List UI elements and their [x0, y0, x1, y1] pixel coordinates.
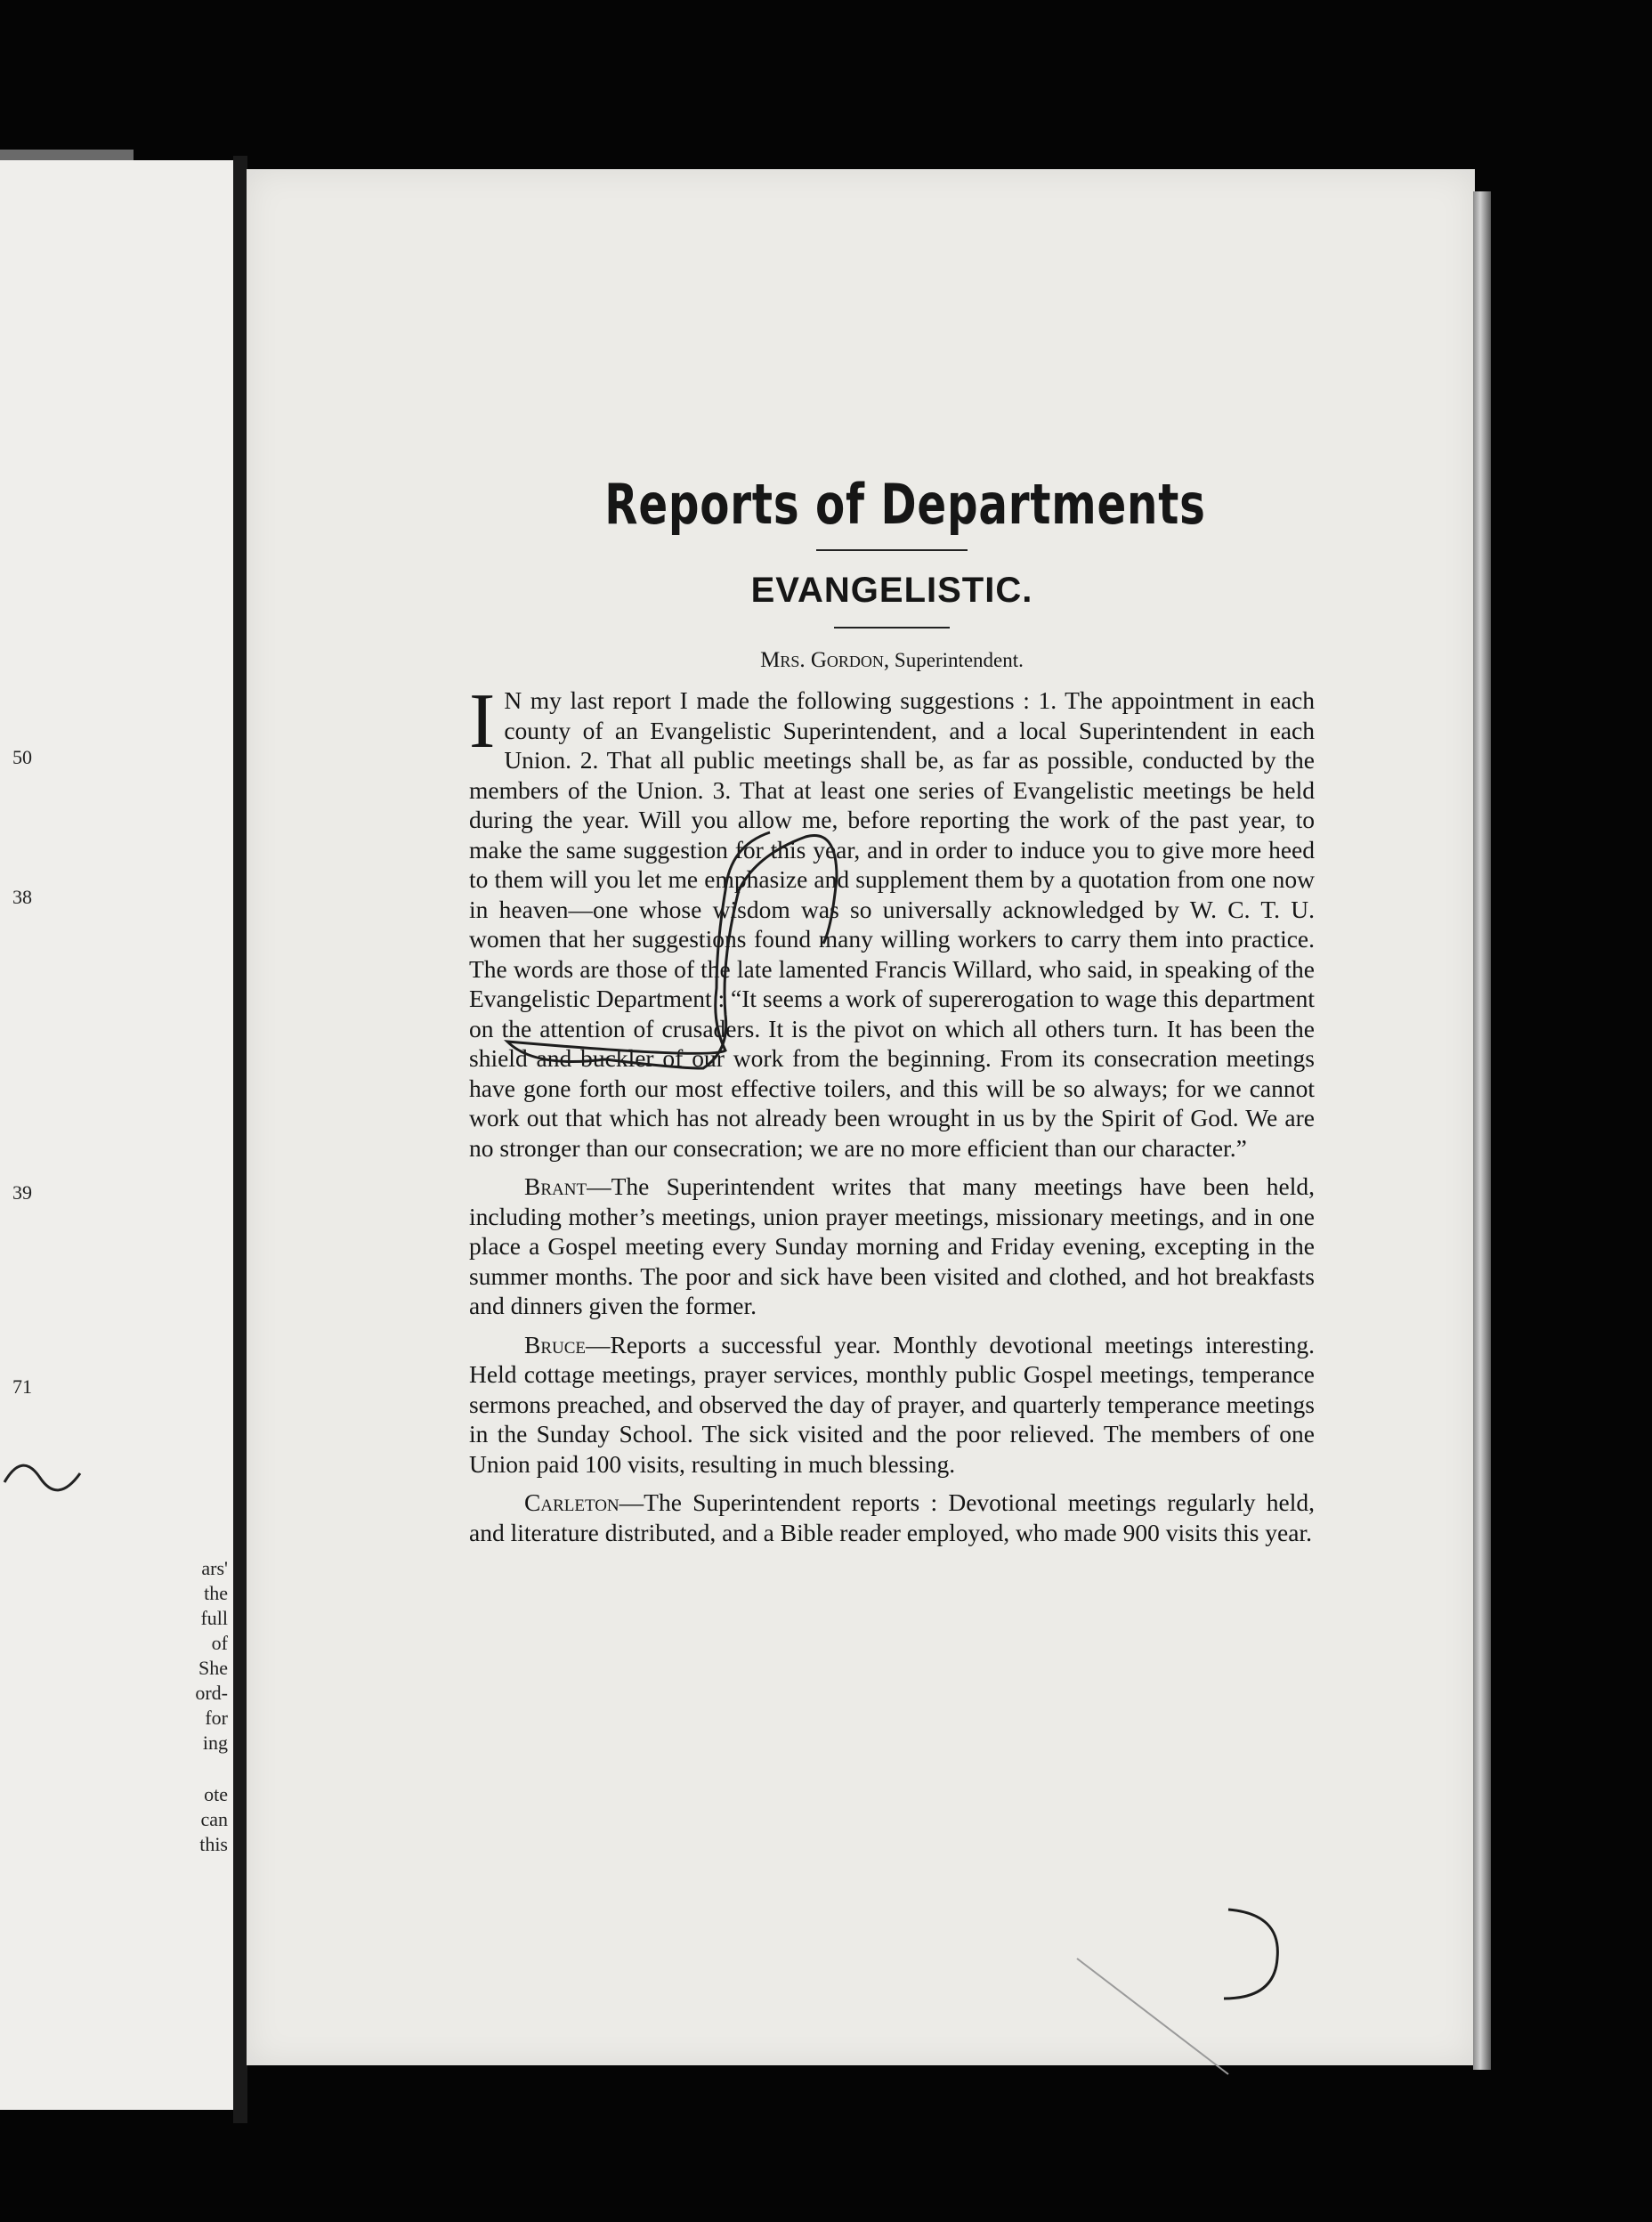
- divider: [834, 627, 950, 628]
- margin-number: 50: [12, 746, 32, 768]
- book-gutter: [233, 156, 247, 2123]
- carleton-paragraph: [469, 1488, 1315, 1547]
- pencil-squiggle: [0, 1442, 89, 1513]
- paragraph-text: —The Superintendent writes that many meetings have been held, including mother’s meetings, union prayer meetings, missionary meetings, and in one place a Gospel meeting every Sunday morning and Friday evening, excepting in the summer months. The poor and sick have been visited and clothed, and hot breakfasts and dinners given the former.: [469, 1172, 1315, 1319]
- drop-cap: I: [469, 678, 496, 765]
- county-label: Bruce: [524, 1330, 587, 1358]
- byline-role: Superintendent.: [894, 649, 1024, 671]
- byline: [469, 648, 1315, 673]
- brant-paragraph: [469, 1172, 1315, 1321]
- divider: [816, 549, 968, 551]
- left-text-fragment: ars' the full of She ord- for ing: [195, 1557, 228, 1754]
- left-text-fragment: ote can this: [199, 1783, 228, 1855]
- paragraph-text: —Reports a successful year. Monthly devotional meetings interesting. Held cottage meetings, prayer services, monthly public Gospel meetings, temperance sermons preached, and observed the day of prayer, and quarterly temperance meetings in the Sunday School. The sick visited and the poor relieved. The members of one Union paid 100 visits, resulting in much blessing.: [469, 1330, 1315, 1478]
- intro-text: N my last report I made the following suggestions : 1. The appointment in each county of an Evangelistic Superintendent, and a local Superintendent in each Union. 2. That all public meetings shall be, as far as possible, conducted by the members of the Union. 3. That at least one series of Evangelistic meetings be held during the year. Will you allow me, before reporting the work of the past year, to make the same suggestion for this year, and in order to induce you to give more heed to them will you let me emphasize and supplement them by a quotation from one now in heaven—one whose wisdom was so universally acknowledged by W. C. T. U. women that her suggestions found many willing workers to carry them into practice. The words are those of the late lamented Francis Willard, who said, in speaking of the Evangelistic Department : “It seems a work of supererogation to wage this department on the attention of crusaders. It is the pivot on which all others turn. It has been the shield and buckler of our work from the beginning. From its consecration meetings have gone forth our most effective toilers, and this will be so always; for we cannot work out that which has not already been wrought in us by the Spirit of God. We are no stronger than our consecration; we are no more efficient than our character.”: [469, 686, 1315, 1162]
- paragraph-text: —The Superintendent reports : Devotional meetings regularly held, and literature distributed, and a Bible reader employed, who made 900 visits this year.: [469, 1488, 1315, 1546]
- margin-number: 38: [12, 886, 32, 908]
- page-content: [469, 472, 1315, 1547]
- bruce-paragraph: [469, 1330, 1315, 1480]
- intro-paragraph: [469, 678, 1315, 1163]
- margin-number: 39: [12, 1181, 32, 1204]
- left-facing-page: [0, 160, 236, 2110]
- byline-name: Mrs. Gordon,: [760, 648, 890, 672]
- page-edge: [1473, 191, 1491, 2070]
- county-label: Brant: [524, 1172, 587, 1200]
- page-title: Reports of Departments: [604, 472, 1206, 537]
- margin-number: 71: [12, 1375, 32, 1398]
- section-title: EVANGELISTIC.: [750, 571, 1033, 610]
- county-label: Carleton: [524, 1488, 620, 1516]
